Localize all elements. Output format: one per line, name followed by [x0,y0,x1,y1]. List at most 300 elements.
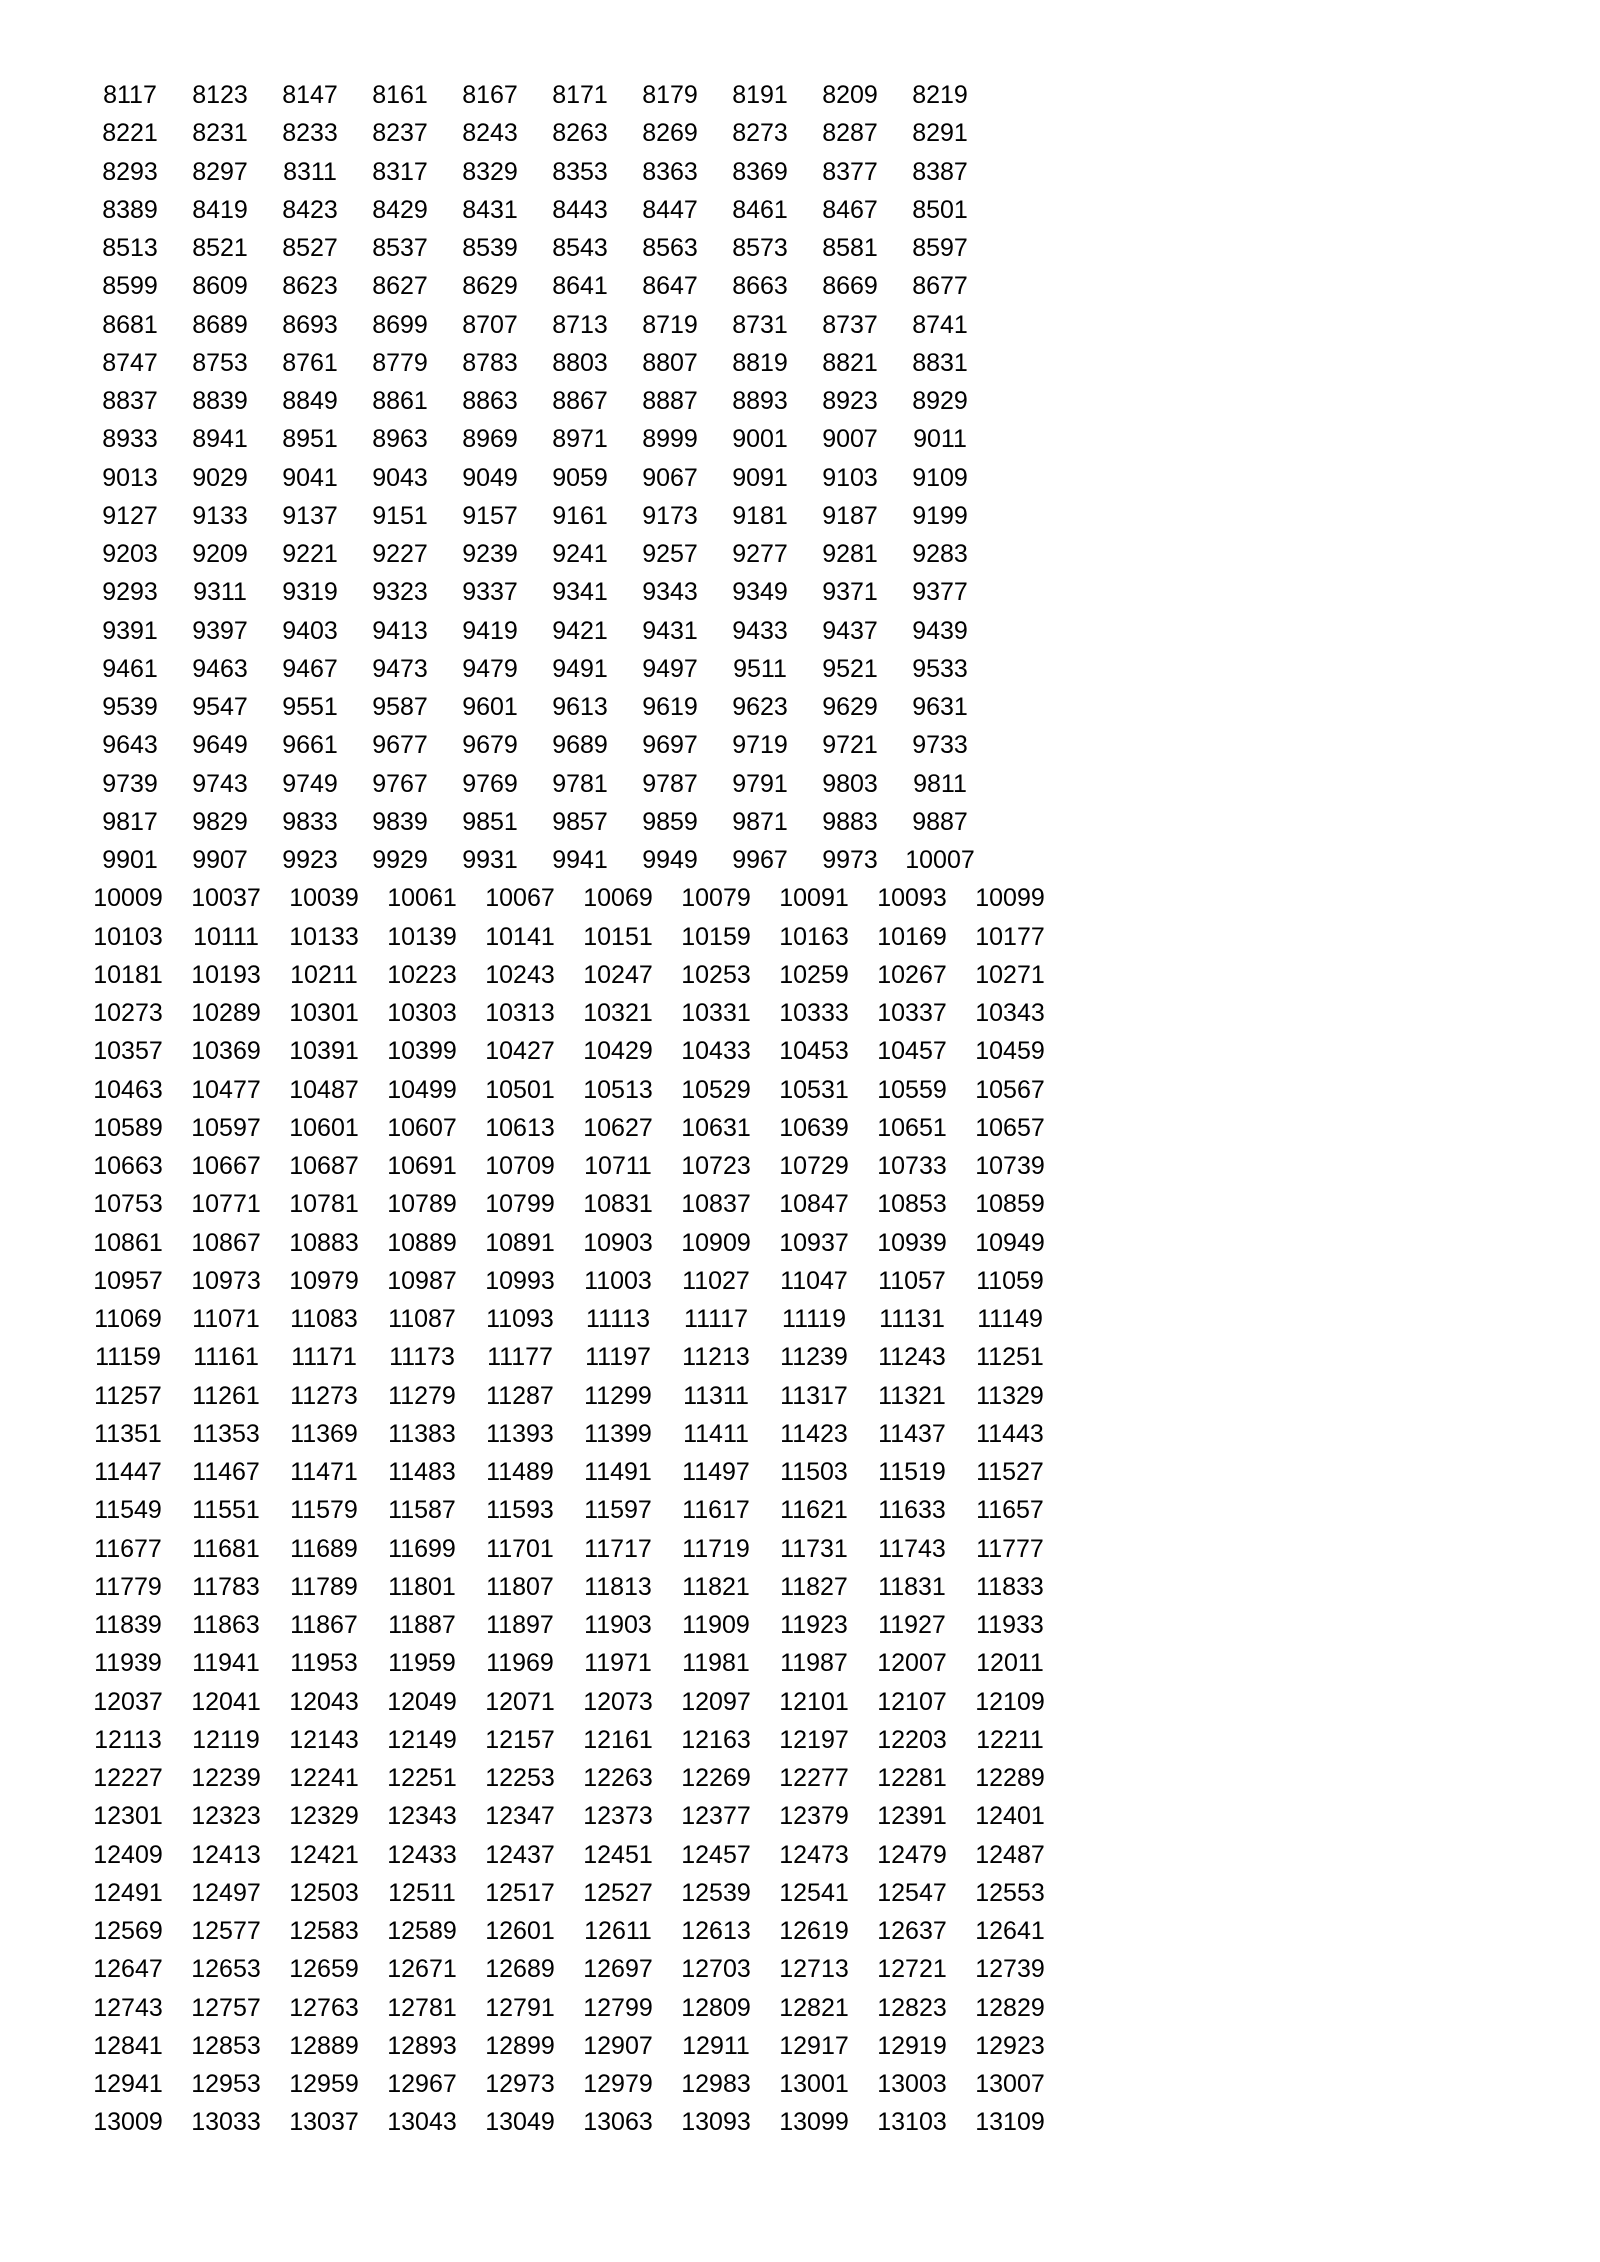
table-cell: 12539 [681,1878,751,1907]
table-cell: 10861 [93,1228,163,1257]
table-cell: 11699 [388,1534,456,1563]
table-cell: 12263 [583,1764,653,1792]
table-cell: 9679 [462,731,518,760]
table-cell: 12583 [289,1917,359,1945]
table-cell: 11681 [192,1534,260,1563]
table-cell: 11927 [878,1611,946,1639]
table-cell: 9539 [102,693,158,721]
table-cell: 11903 [584,1611,652,1639]
table-cell: 10369 [191,1037,261,1066]
table-cell: 8821 [822,348,878,377]
table-cell: 13001 [779,2070,849,2098]
table-row [80,2103,1080,2141]
table-cell: 9931 [462,846,518,874]
table-cell: 10267 [877,960,947,989]
table-cell: 9587 [372,693,428,721]
table-cell: 9239 [462,540,518,568]
table-cell: 8951 [282,425,338,454]
table-cell: 10333 [779,999,849,1027]
table-cell: 8287 [822,119,878,148]
table-cell: 13037 [289,2108,359,2137]
table-cell: 8161 [372,81,428,109]
table-cell: 11177 [487,1343,553,1372]
table-cell: 11923 [780,1611,848,1639]
table-cell: 11621 [780,1496,848,1525]
table-cell: 12391 [877,1802,947,1831]
table-cell: 11159 [95,1343,161,1372]
table-cell: 8929 [912,387,968,415]
table-cell: 10711 [584,1152,652,1180]
table-cell: 11447 [94,1458,162,1486]
table-cell: 9343 [642,578,698,607]
table-cell: 8669 [822,272,878,301]
table-cell: 9733 [912,731,968,760]
table-cell: 12401 [975,1802,1045,1831]
table-cell: 12269 [681,1764,751,1792]
table-cell: 11701 [486,1534,554,1563]
table-cell: 11821 [682,1572,750,1601]
table-cell: 9349 [732,578,788,607]
table-cell: 8467 [822,195,878,224]
table-cell: 12161 [583,1725,653,1754]
table-cell: 11213 [682,1343,750,1372]
table-cell: 9277 [732,540,788,568]
table-cell: 11329 [976,1381,1044,1410]
table-cell: 12919 [877,2031,947,2060]
table-row [80,535,1080,573]
table-cell: 12791 [485,1993,555,2022]
table-cell: 8233 [282,119,338,148]
table-cell: 9391 [102,616,158,645]
table-cell: 12301 [93,1802,163,1831]
table-cell: 8707 [462,310,518,339]
table-cell: 9283 [912,540,968,568]
table-row [80,1147,1080,1185]
table-row [80,1491,1080,1529]
table-cell: 8599 [102,272,158,301]
table-cell: 8699 [372,310,428,339]
table-cell: 8737 [822,310,878,339]
table-cell: 8243 [462,119,518,148]
table-cell: 11527 [976,1458,1044,1486]
table-cell: 11801 [388,1572,456,1601]
table-cell: 12703 [681,1955,751,1984]
table-row [80,994,1080,1032]
table-cell: 12473 [779,1840,849,1869]
table-cell: 8641 [552,272,608,301]
table-cell: 10453 [779,1037,849,1066]
table-cell: 12143 [289,1725,359,1754]
table-cell: 8311 [283,157,337,186]
table-cell: 10009 [93,884,163,913]
table-cell: 9431 [642,616,698,645]
table-cell: 11497 [682,1458,750,1486]
table-cell: 9719 [732,731,788,760]
table-cell: 11519 [878,1458,946,1486]
table-cell: 10253 [681,960,751,989]
table-cell: 8747 [102,348,158,377]
table-cell: 8231 [192,119,248,148]
table-cell: 10463 [93,1075,163,1104]
table-cell: 8389 [102,195,158,224]
table-cell: 11243 [878,1343,946,1372]
table-cell: 10499 [387,1075,457,1104]
table-cell: 12941 [93,2070,163,2098]
table-cell: 10501 [485,1075,555,1104]
table-cell: 9551 [282,693,338,721]
table-row [80,1874,1080,1912]
table-cell: 9421 [552,616,608,645]
table-cell: 8803 [552,348,608,377]
table-cell: 11593 [486,1496,554,1525]
table-cell: 9833 [282,807,338,836]
table-cell: 10979 [289,1266,359,1295]
table-cell: 10321 [583,999,653,1027]
table-cell: 8713 [552,310,608,339]
table-cell: 9461 [102,654,158,683]
table-cell: 9397 [192,616,248,645]
table-cell: 11971 [584,1649,652,1678]
table-cell: 10847 [779,1190,849,1219]
table-cell: 10069 [583,884,653,913]
table-cell: 10663 [93,1152,163,1180]
table-cell: 11437 [878,1419,946,1448]
table-row [80,956,1080,994]
table-cell: 12149 [387,1725,457,1754]
table-cell: 9173 [642,501,698,530]
table-cell: 10601 [289,1113,359,1142]
table-cell: 8537 [372,234,428,262]
table-cell: 13003 [877,2070,947,2098]
table-cell: 10289 [191,999,261,1027]
number-table [80,76,1080,2142]
table-cell: 10177 [975,922,1045,951]
table-cell: 9697 [642,731,698,760]
table-cell: 8291 [912,119,968,148]
table-cell: 9787 [642,769,698,798]
table-cell: 11939 [94,1649,162,1678]
table-row [80,1836,1080,1874]
table-row [80,879,1080,917]
table-cell: 12437 [485,1840,555,1869]
table-row [80,650,1080,688]
table-cell: 11027 [682,1266,750,1295]
table-cell: 10427 [485,1037,555,1066]
table-cell: 9949 [642,846,698,874]
table-cell: 10357 [93,1037,163,1066]
table-cell: 12757 [191,1993,261,2022]
table-cell: 11369 [290,1419,358,1448]
table-cell: 9883 [822,807,878,836]
table-cell: 8521 [192,234,248,262]
table-cell: 9929 [372,846,428,874]
table-cell: 11933 [976,1611,1044,1639]
table-cell: 11987 [780,1649,848,1678]
table-row [80,765,1080,803]
table-cell: 8443 [552,195,608,224]
table-row [80,1912,1080,1950]
table-cell: 12503 [289,1878,359,1907]
table-cell: 12799 [583,1993,653,2022]
table-cell: 10597 [191,1113,261,1142]
table-cell: 8609 [192,272,248,301]
table-cell: 11411 [683,1419,749,1448]
table-cell: 12491 [93,1878,163,1907]
table-cell: 8377 [822,157,878,186]
table-cell: 9161 [552,501,608,530]
table-cell: 12239 [191,1764,261,1792]
table-row [80,573,1080,611]
table-cell: 10531 [779,1075,849,1104]
table-cell: 13043 [387,2108,457,2137]
table-cell: 12821 [779,1993,849,2022]
table-row [80,1032,1080,1070]
table-cell: 12101 [779,1687,849,1716]
table-row [80,344,1080,382]
table-cell: 10331 [681,999,751,1027]
table-cell: 10789 [387,1190,457,1219]
table-cell: 8581 [822,234,878,262]
table-cell: 10567 [975,1075,1045,1104]
table-cell: 11953 [290,1649,358,1678]
table-cell: 12907 [583,2031,653,2060]
table-cell: 9001 [732,425,788,454]
table-cell: 9059 [552,463,608,492]
table-cell: 9511 [733,654,787,683]
table-cell: 9311 [193,578,247,607]
table-cell: 10627 [583,1113,653,1142]
table-cell: 11489 [486,1458,554,1486]
table-cell: 12329 [289,1802,359,1831]
table-cell: 10477 [191,1075,261,1104]
table-cell: 9767 [372,769,428,798]
table-cell: 10799 [485,1190,555,1219]
table-cell: 10159 [681,922,751,951]
table-cell: 8297 [192,157,248,186]
table-cell: 10639 [779,1113,849,1142]
table-cell: 9323 [372,578,428,607]
table-cell: 11503 [780,1458,848,1486]
table-cell: 8293 [102,157,158,186]
table-cell: 10079 [681,884,751,913]
table-row [80,1721,1080,1759]
table-cell: 8273 [732,119,788,148]
table-cell: 12689 [485,1955,555,1984]
table-cell: 8513 [102,234,158,262]
table-cell: 11833 [976,1572,1044,1601]
table-cell: 9221 [282,540,338,568]
table-cell: 8629 [462,272,518,301]
table-cell: 10247 [583,960,653,989]
table-cell: 8329 [462,157,518,186]
table-cell: 13009 [93,2108,163,2137]
table-cell: 8693 [282,310,338,339]
table-cell: 9209 [192,540,248,568]
table-cell: 8501 [912,195,968,224]
table-cell: 8647 [642,272,698,301]
table-cell: 9319 [282,578,338,607]
table-cell: 10903 [583,1228,653,1257]
table-cell: 12253 [485,1764,555,1792]
table-cell: 9791 [732,769,788,798]
table-cell: 11831 [878,1572,946,1601]
table-row [80,803,1080,841]
table-cell: 12511 [388,1878,456,1907]
table-cell: 8623 [282,272,338,301]
table-row [80,1989,1080,2027]
table-cell: 10429 [583,1037,653,1066]
table-cell: 10607 [387,1113,457,1142]
table-cell: 8933 [102,425,158,454]
table-cell: 12277 [779,1764,849,1792]
table-row [80,267,1080,305]
table-cell: 11597 [584,1496,652,1525]
table-cell: 12647 [93,1955,163,1984]
table-cell: 11171 [291,1343,357,1372]
table-cell: 8677 [912,272,968,301]
table-cell: 12541 [779,1878,849,1907]
table-cell: 10037 [191,884,261,913]
table-cell: 12979 [583,2070,653,2098]
table-row [80,1415,1080,1453]
table-cell: 10391 [289,1037,359,1066]
table-cell: 12379 [779,1802,849,1831]
table-cell: 12911 [682,2031,750,2060]
table-cell: 11969 [486,1649,554,1678]
table-cell: 8353 [552,157,608,186]
table-cell: 11743 [878,1534,946,1563]
table-row [80,2027,1080,2065]
table-cell: 11057 [878,1266,946,1295]
table-cell: 10529 [681,1075,751,1104]
table-cell: 12653 [191,1955,261,1984]
table-cell: 11351 [94,1419,162,1448]
table-cell: 11813 [584,1572,652,1601]
table-cell: 9547 [192,693,248,721]
table-cell: 10343 [975,999,1045,1027]
table-cell: 8263 [552,119,608,148]
table-cell: 12433 [387,1840,457,1869]
table-cell: 12347 [485,1802,555,1831]
table-cell: 10513 [583,1075,653,1104]
table-cell: 8219 [912,81,968,109]
table-cell: 12037 [93,1687,163,1716]
table-cell: 11471 [290,1458,358,1486]
table-cell: 12377 [681,1802,751,1831]
table-cell: 8839 [192,387,248,415]
table-cell: 11839 [94,1611,162,1639]
table-cell: 8527 [282,234,338,262]
table-cell: 8831 [912,348,968,377]
table-cell: 11149 [977,1305,1043,1333]
table-cell: 9689 [552,731,608,760]
table-cell: 9803 [822,769,878,798]
table-cell: 10937 [779,1228,849,1257]
table-cell: 10111 [193,922,259,951]
table-cell: 9781 [552,769,608,798]
table-row [80,1797,1080,1835]
table-cell: 10163 [779,922,849,951]
table-cell: 10337 [877,999,947,1027]
table-cell: 10729 [779,1152,849,1180]
table-cell: 11467 [192,1458,260,1486]
table-cell: 12241 [289,1764,359,1792]
table-cell: 10061 [387,884,457,913]
table-cell: 9601 [462,693,518,721]
table-cell: 9817 [102,807,158,836]
table-cell: 10859 [975,1190,1045,1219]
table-cell: 10243 [485,960,555,989]
table-cell: 9851 [462,807,518,836]
table-cell: 9337 [462,578,518,607]
table-cell: 8731 [732,310,788,339]
table-row [80,1453,1080,1491]
table-cell: 8597 [912,234,968,262]
table-cell: 11083 [290,1305,358,1333]
table-cell: 9127 [102,501,158,530]
table-row [80,1071,1080,1109]
table-cell: 11783 [192,1572,260,1601]
table-cell: 11161 [193,1343,259,1372]
table-cell: 8363 [642,157,698,186]
table-cell: 11317 [780,1381,848,1410]
table-cell: 10433 [681,1037,751,1066]
table-cell: 11981 [682,1649,750,1678]
table-row [80,1568,1080,1606]
table-cell: 8369 [732,157,788,186]
table-cell: 12781 [387,1993,457,2022]
table-cell: 11047 [780,1266,848,1295]
table-row [80,306,1080,344]
table-cell: 11353 [192,1419,260,1448]
table-cell: 12041 [191,1687,261,1716]
table-cell: 9721 [822,731,878,760]
table-cell: 10667 [191,1152,261,1180]
table-cell: 11587 [388,1496,456,1525]
table-cell: 10939 [877,1228,947,1257]
table-cell: 9901 [102,846,158,874]
table-cell: 11789 [290,1572,358,1601]
table-cell: 8237 [372,119,428,148]
table-cell: 12157 [485,1725,555,1754]
table-cell: 12119 [192,1725,260,1754]
table-cell: 11071 [192,1305,260,1333]
table-cell: 12983 [681,2070,751,2098]
table-cell: 10973 [191,1266,261,1295]
table-cell: 12967 [387,2070,457,2098]
table-cell: 8191 [732,81,788,109]
table-cell: 12809 [681,1993,751,2022]
table-cell: 8779 [372,348,428,377]
table-cell: 8221 [102,119,158,148]
table-cell: 12899 [485,2031,555,2060]
table-row [80,918,1080,956]
table-cell: 11717 [584,1534,652,1563]
table-row [80,1185,1080,1223]
table-cell: 10259 [779,960,849,989]
table-cell: 10103 [93,922,163,951]
table-row [80,1759,1080,1797]
table-cell: 12163 [681,1725,751,1754]
table-cell: 12893 [387,2031,457,2060]
table-cell: 13109 [975,2108,1045,2137]
table-cell: 12011 [976,1649,1044,1678]
table-cell: 8429 [372,195,428,224]
table-cell: 10853 [877,1190,947,1219]
table-cell: 12457 [681,1840,751,1869]
table-cell: 10883 [289,1228,359,1257]
table-cell: 8447 [642,195,698,224]
